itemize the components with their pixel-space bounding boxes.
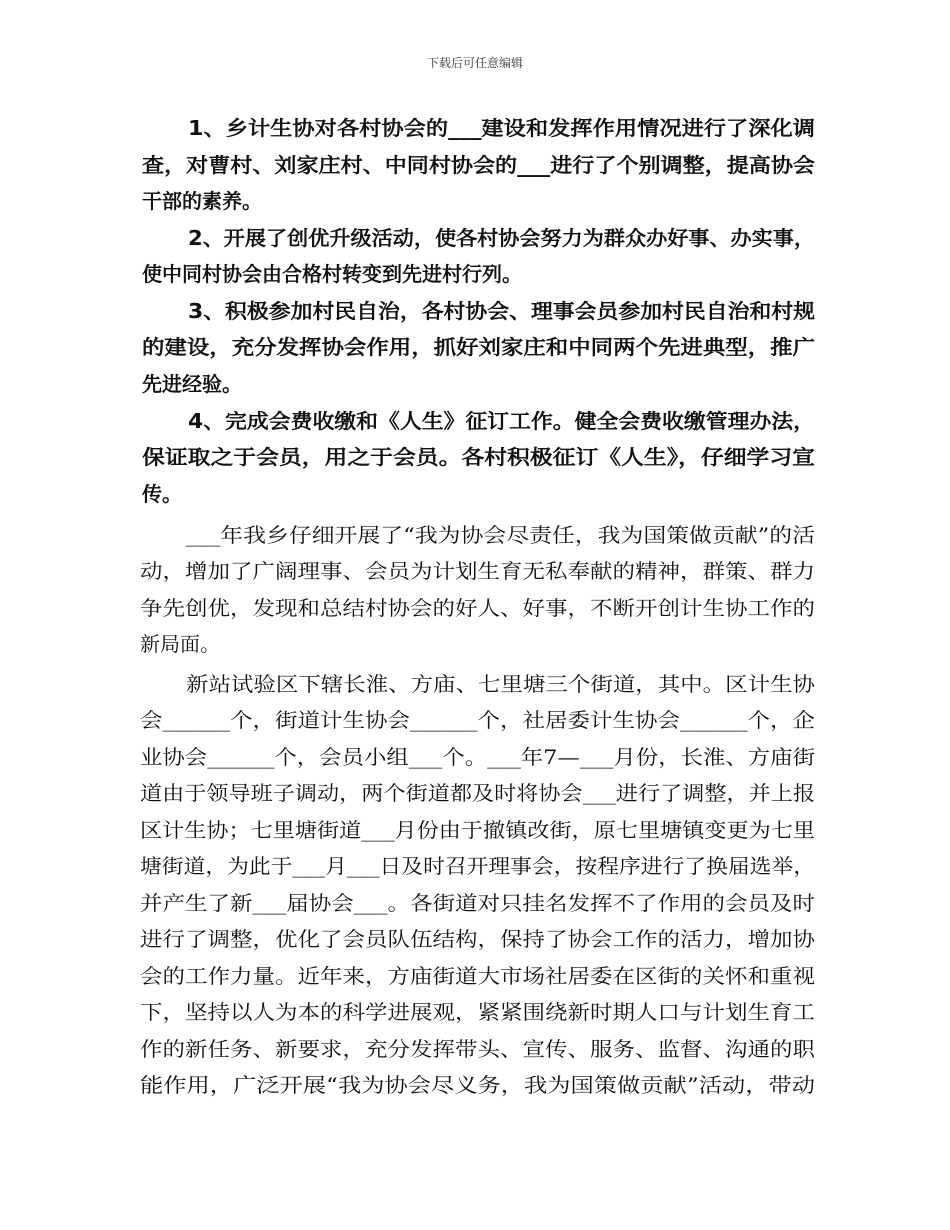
- paragraph-line: 并产生了新___届协会___。各街道对只挂名发挥不了作用的会员及时: [140, 891, 815, 915]
- paragraph-line: 传。: [142, 482, 182, 506]
- paragraph-line: 查，对曹村、刘家庄村、中同村协会的___进行了个别调整，提高协会: [142, 153, 815, 177]
- paragraph-line: 动，增加了广阔理事、会员为计划生育无私奉献的精神，群策、群力: [140, 559, 815, 583]
- paragraph-line: 干部的素养。: [142, 189, 262, 213]
- paragraph-line: 新站试验区下辖长淮、方庙、七里塘三个街道，其中。区计生协: [186, 672, 815, 696]
- paragraph-line: 会的工作力量。近年来，方庙街道大市场社居委在区街的关怀和重视: [140, 964, 815, 988]
- paragraph-line: 使中同村协会由合格村转变到先进村行列。: [142, 262, 522, 286]
- paragraph-line: 的建设，充分发挥协会作用，抓好刘家庄和中同两个先进典型，推广: [142, 335, 815, 359]
- paragraph-line: 先进经验。: [142, 372, 242, 396]
- paragraph-line: 1、乡计生协对各村协会的___建设和发挥作用情况进行了深化调: [188, 116, 815, 140]
- paragraph-line: 会______个，街道计生协会______个，社居委计生协会______个，企: [140, 708, 815, 732]
- paragraph-line: 塘街道，为此于___月___日及时召开理事会，按程序进行了换届选举，: [140, 854, 815, 878]
- paragraph-line: 区计生协；七里塘街道___月份由于撤镇改街，原七里塘镇变更为七里: [140, 818, 815, 842]
- paragraph-line: 道由于领导班子调动，两个街道都及时将协会___进行了调整，并上报: [140, 781, 815, 805]
- paragraph-line: 能作用，广泛开展“我为协会尽义务，我为国策做贡献”活动，带动: [140, 1073, 815, 1097]
- page-header: 下载后可任意编辑: [426, 56, 523, 70]
- paragraph-line: ___年我乡仔细开展了“我为协会尽责任，我为国策做贡献”的活: [186, 523, 815, 547]
- paragraph-line: 争先创优，发现和总结村协会的好人、好事，不断开创计生协工作的: [140, 596, 815, 620]
- paragraph-line: 2、开展了创优升级活动，使各村协会努力为群众办好事、办实事，: [188, 226, 816, 250]
- paragraph-line: 进行了调整，优化了会员队伍结构，保持了协会工作的活力，增加协: [140, 927, 815, 951]
- paragraph-line: 作的新任务、新要求，充分发挥带头、宣传、服务、监督、沟通的职: [140, 1037, 815, 1061]
- paragraph-line: 业协会______个，会员小组___个。___年7—___月份，长淮、方庙街: [140, 745, 815, 769]
- paragraph-line: 下，坚持以人为本的科学进展观，紧紧围绕新时期人口与计划生育工: [140, 1000, 815, 1024]
- paragraph-line: 新局面。: [140, 632, 220, 656]
- paragraph-line: 4、完成会费收缴和《人生》征订工作。健全会费收缴管理办法，: [188, 409, 815, 433]
- paragraph-line: 保证取之于会员，用之于会员。各村积极征订《人生》，仔细学习宣: [142, 445, 815, 469]
- paragraph-line: 3、积极参加村民自治，各村协会、理事会员参加村民自治和村规: [188, 299, 815, 323]
